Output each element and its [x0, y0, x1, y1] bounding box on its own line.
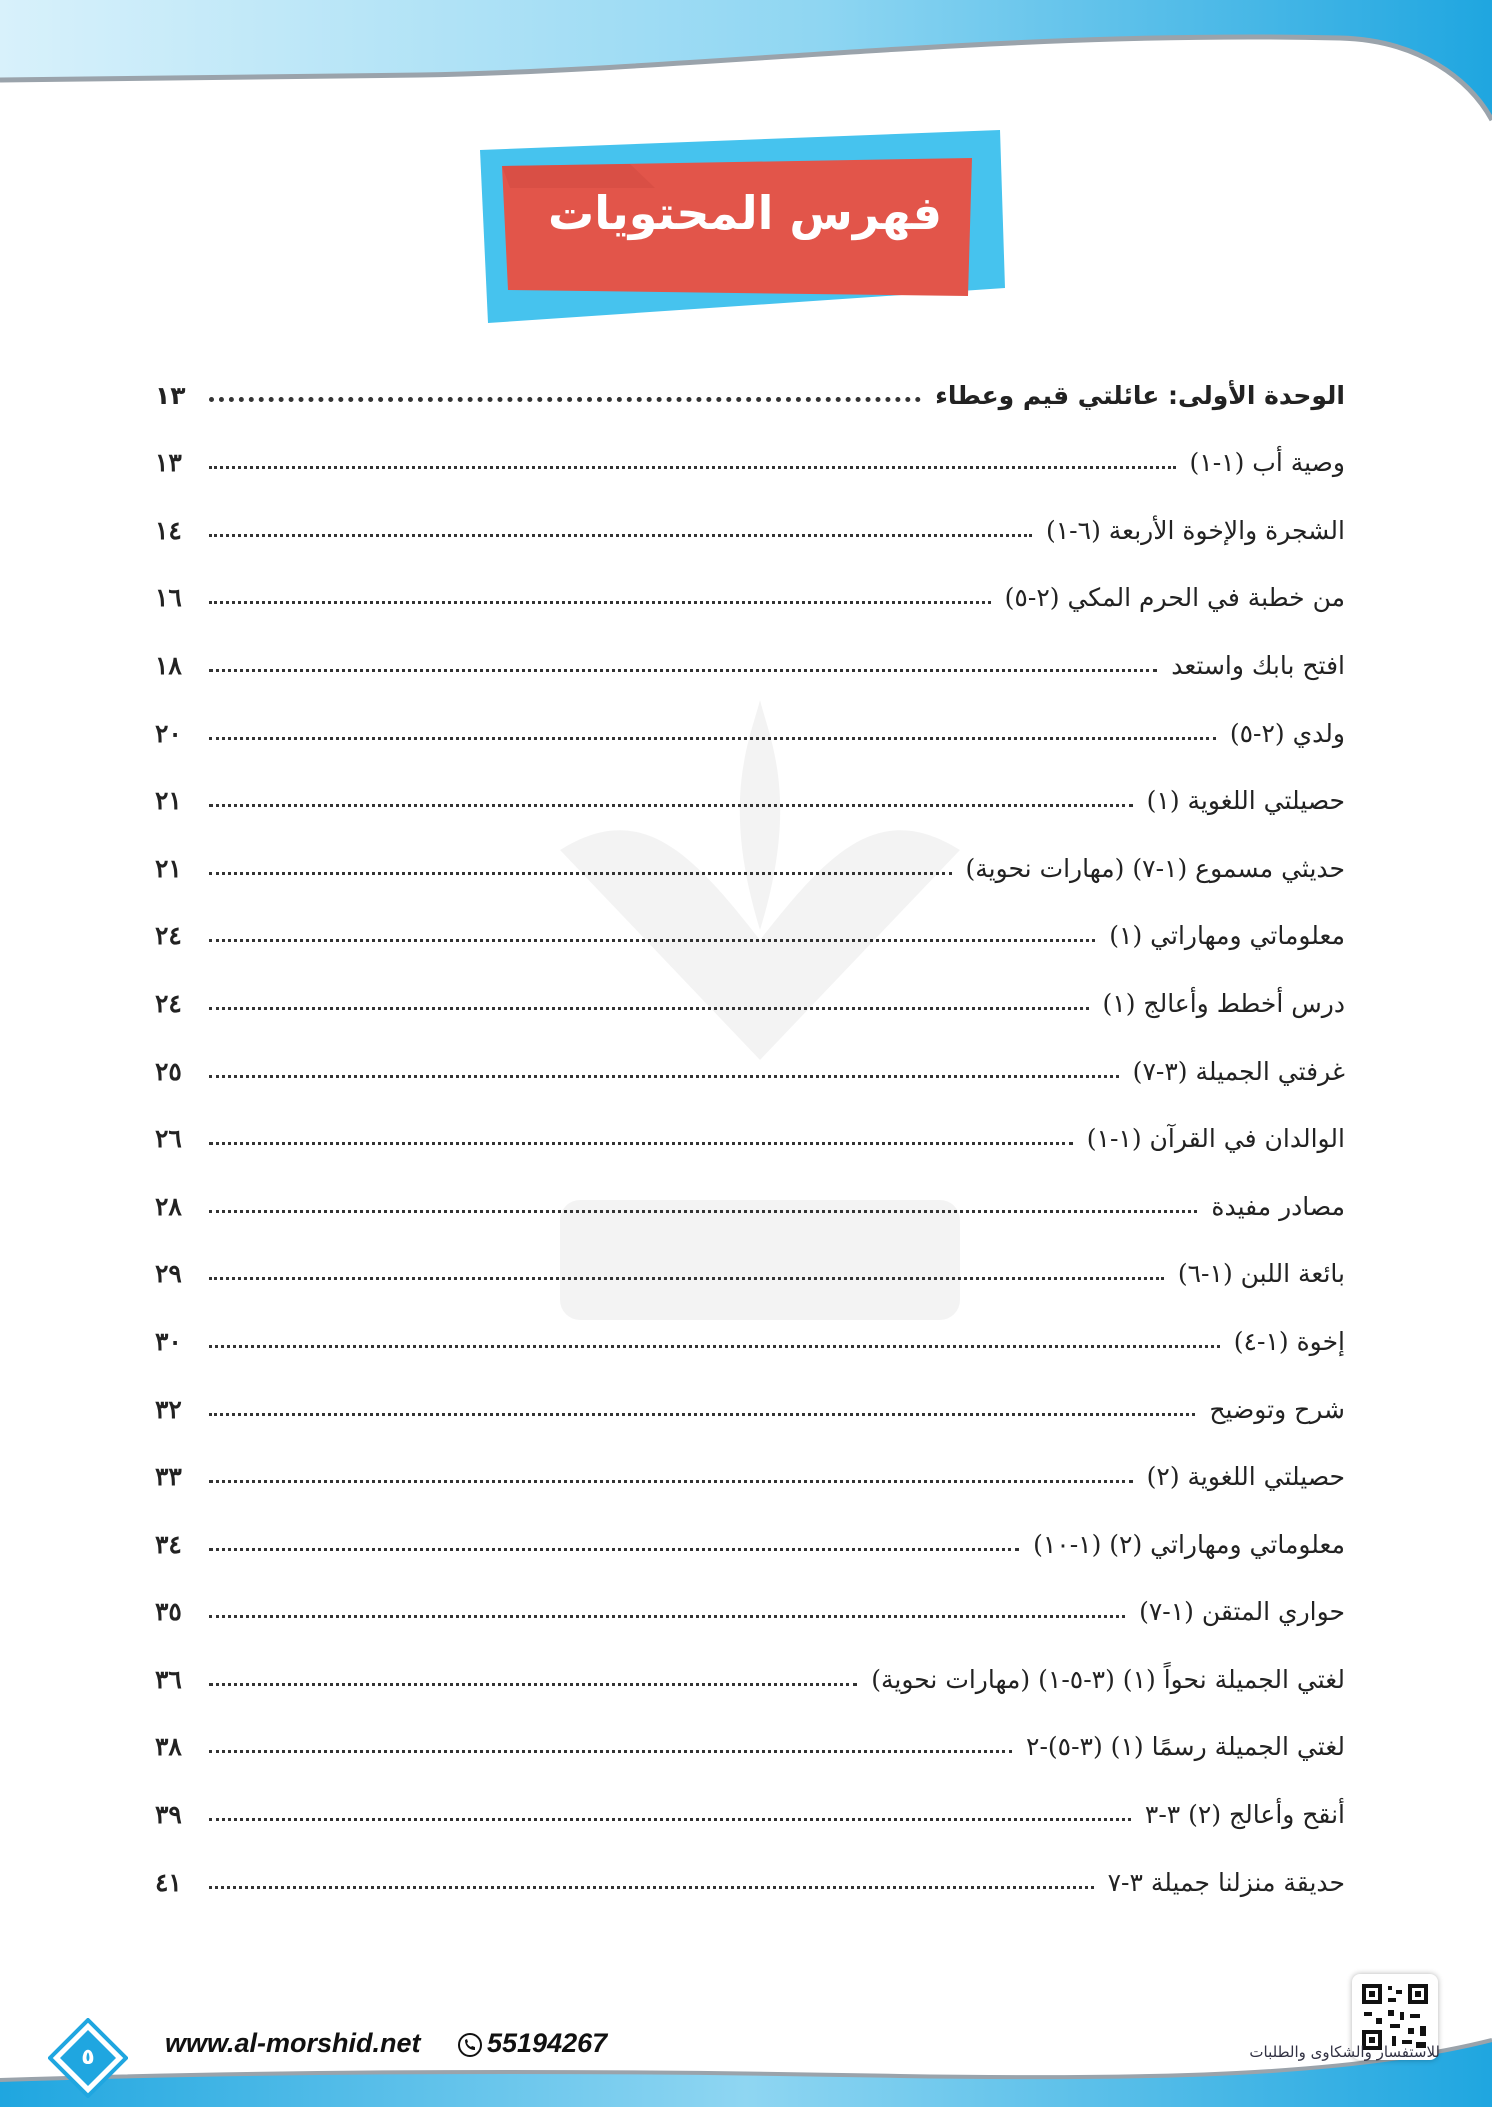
entry-title: افتح بابك واستعد — [1171, 650, 1345, 680]
toc-entry[interactable] — [155, 620, 1345, 688]
entry-title: حديثي مسموع (١-٧) (مهارات نحوية) — [965, 853, 1345, 883]
entry-title: الوالدان في القرآن (١-١) — [1086, 1124, 1345, 1154]
dot-leader — [209, 1277, 1164, 1280]
entry-title: وصية أب (١-١) — [1189, 448, 1345, 478]
entry-title: لغتي الجميلة رسمًا (١) (٣-٥)-٢ — [1026, 1732, 1345, 1762]
toc-entry[interactable] — [155, 823, 1345, 891]
toc-entry[interactable] — [155, 1567, 1345, 1635]
dot-leader — [209, 1683, 857, 1686]
dot-leader — [209, 1007, 1089, 1010]
entry-title: حصيلتي اللغوية (٢) — [1146, 1462, 1345, 1492]
toc-entry[interactable] — [155, 1634, 1345, 1702]
entry-page: ٢٥ — [155, 1056, 182, 1086]
toc-entry[interactable] — [155, 418, 1345, 486]
entry-title: الشجرة والإخوة الأربعة (٦-١) — [1045, 515, 1345, 545]
entry-page: ٢٨ — [155, 1191, 182, 1221]
dot-leader — [209, 669, 1157, 672]
entry-page: ٣٢ — [155, 1394, 182, 1424]
dot-leader — [209, 1075, 1119, 1078]
entry-title: غرفتي الجميلة (٣-٧) — [1132, 1056, 1345, 1086]
entry-page: ٣٥ — [155, 1597, 182, 1627]
entry-title: معلوماتي ومهاراتي (١) — [1109, 921, 1345, 951]
entry-title: ولدي (٢-٥) — [1229, 718, 1345, 748]
toc-entry[interactable] — [155, 1364, 1345, 1432]
entry-title: درس أخطط وأعالج (١) — [1102, 988, 1345, 1018]
dot-leader — [209, 1480, 1133, 1483]
toc-entry[interactable] — [155, 1769, 1345, 1837]
toc-entry[interactable] — [155, 891, 1345, 959]
phone-number — [487, 2028, 607, 2059]
entry-page: ١٦ — [155, 583, 182, 613]
entry-title: أنقح وأعالج (٢) ٣-٣ — [1144, 1800, 1345, 1830]
dot-leader — [209, 804, 1133, 807]
entry-page: ٢٤ — [155, 988, 182, 1018]
phone-icon — [457, 2032, 483, 2058]
toc-entry[interactable] — [155, 756, 1345, 824]
entry-title: حصيلتي اللغوية (١) — [1146, 786, 1345, 816]
entry-title: بائعة اللبن (١-٦) — [1177, 1259, 1345, 1289]
entry-title: من خطبة في الحرم المكي (٢-٥) — [1004, 583, 1345, 613]
toc-entry[interactable] — [155, 1296, 1345, 1364]
dot-leader — [209, 1210, 1197, 1213]
toc-entry[interactable] — [155, 1094, 1345, 1162]
dot-leader — [209, 601, 991, 604]
dot-leader — [209, 1413, 1195, 1416]
toc-entry[interactable] — [155, 553, 1345, 621]
entry-page: ٣٠ — [155, 1326, 182, 1356]
website-link[interactable]: www.al-morshid.net — [165, 2028, 421, 2058]
entry-title: شرح وتوضيح — [1209, 1394, 1345, 1424]
dot-leader — [209, 1615, 1125, 1618]
inquiry-text: للاستفسار والشكاوى والطلبات — [1249, 2043, 1440, 2061]
entry-page: ٣٣ — [155, 1462, 182, 1492]
top-wave-decoration — [0, 0, 1492, 130]
entry-page: ٢٩ — [155, 1259, 182, 1289]
entry-title: مصادر مفيدة — [1211, 1191, 1345, 1221]
toc-entry[interactable] — [155, 1499, 1345, 1567]
dot-leader — [209, 1142, 1073, 1145]
toc-entry[interactable] — [155, 485, 1345, 553]
toc-entry[interactable] — [155, 688, 1345, 756]
dot-leader — [209, 534, 1032, 537]
toc-entry[interactable] — [155, 1432, 1345, 1500]
toc-entry[interactable] — [155, 1837, 1345, 1905]
dot-leader — [209, 397, 921, 402]
entry-page: ١٣ — [155, 380, 186, 410]
entry-page: ٤١ — [155, 1867, 182, 1897]
dot-leader — [209, 1818, 1131, 1821]
dot-leader — [209, 1750, 1012, 1753]
dot-leader — [209, 466, 1176, 469]
table-of-contents — [155, 350, 1345, 1905]
entry-page: ٣٩ — [155, 1800, 182, 1830]
phone-number-text: 55194267 — [487, 2028, 608, 2058]
dot-leader — [209, 1345, 1220, 1348]
entry-page: ٢٤ — [155, 921, 182, 951]
dot-leader — [209, 1548, 1019, 1551]
entry-page: ١٤ — [155, 515, 182, 545]
page-title: فهرس المحتويات — [547, 186, 942, 240]
toc-entry[interactable] — [155, 958, 1345, 1026]
toc-unit-heading[interactable] — [155, 350, 1345, 418]
toc-entry[interactable] — [155, 1229, 1345, 1297]
dot-leader — [209, 872, 952, 875]
entry-page: ٣٨ — [155, 1732, 182, 1762]
entry-page: ٢٦ — [155, 1124, 182, 1154]
entry-page: ٢١ — [155, 853, 182, 883]
toc-entry[interactable] — [155, 1026, 1345, 1094]
entry-title: إخوة (١-٤) — [1233, 1326, 1345, 1356]
entry-page: ٣٦ — [155, 1664, 182, 1694]
entry-page: ٢٠ — [155, 718, 182, 748]
entry-title: حواري المتقن (١-٧) — [1139, 1597, 1345, 1627]
dot-leader — [209, 1886, 1094, 1889]
toc-entry[interactable] — [155, 1702, 1345, 1770]
entry-page: ٢١ — [155, 786, 182, 816]
entry-title: الوحدة الأولى: عائلتي قيم وعطاء — [935, 380, 1345, 410]
dot-leader — [209, 939, 1095, 942]
entry-title: معلوماتي ومهاراتي (٢) (١-١٠) — [1033, 1529, 1345, 1559]
entry-page: ٣٤ — [155, 1529, 182, 1559]
page-number: ٥ — [81, 2045, 95, 2070]
entry-page: ١٣ — [155, 448, 182, 478]
entry-title: لغتي الجميلة نحواً (١) (٣-٥-١) (مهارات نحوية) — [871, 1664, 1345, 1694]
entry-title: حديقة منزلنا جميلة ٣-٧ — [1107, 1867, 1345, 1897]
toc-entry[interactable] — [155, 1161, 1345, 1229]
dot-leader — [209, 737, 1216, 740]
entry-page: ١٨ — [155, 650, 182, 680]
